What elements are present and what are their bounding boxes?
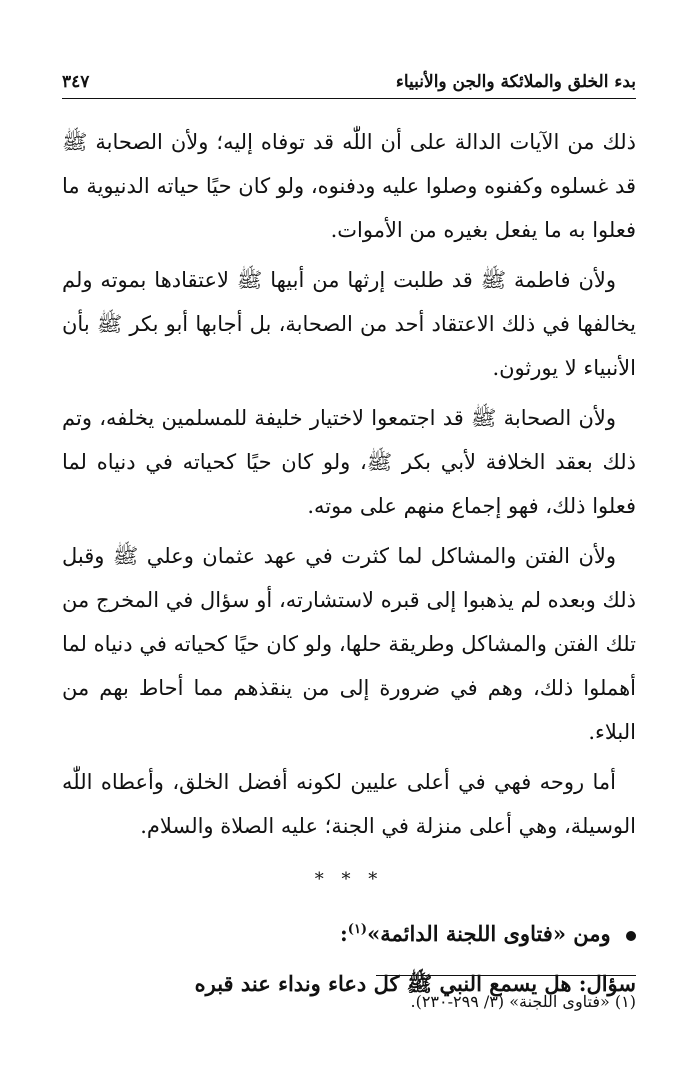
page-body bbox=[62, 120, 636, 1006]
footnote-ref: (١) bbox=[347, 922, 368, 937]
question-line: سؤال: هل يسمع النبي ﷺ كل دعاء ونداء عند قبره bbox=[194, 971, 636, 996]
paragraph-4: ولأن الفتن والمشاكل لما كثرت في عهد عثمان وعلي ﷺ وقبل ذلك وبعده لم يذهبوا إلى قبره لاستشارته، أو سؤال في المخرج من تلك الفتن والمشاكل وطريقة حلها، ولو كان حيًا كحياته في دنياه لما أهملوا ذلك، وهم في ضرورة إلى من ينقذهم مما أحاط بهم من البلاء. bbox=[62, 544, 636, 744]
paragraph-2: ولأن فاطمة ﷺ قد طلبت إرثها من أبيها ﷺ لاعتقادها بموته ولم يخالفها في ذلك الاعتقاد أحد من الصحابة، بل أجابها أبو بكر ﷺ بأن الأنبياء لا يورثون. bbox=[62, 268, 636, 380]
footnote-rule bbox=[376, 975, 636, 976]
running-title: بدء الخلق والملائكة والجن والأنبياء bbox=[395, 72, 636, 92]
paragraph-1: ذلك من الآيات الدالة على أن اللّٰه قد توفاه إليه؛ ولأن الصحابة ﷺ قد غسلوه وكفنوه وصلوا عليه ودفنوه، ولو كان حيًا حياته الدنيوية ما فعلوا به ما يفعل بغيره من الأموات. bbox=[62, 130, 636, 242]
paragraph-3: ولأن الصحابة ﷺ قد اجتمعوا لاختيار خليفة للمسلمين يخلفه، وتم ذلك بعقد الخلافة لأبي بكر ﷺ، ولو كان حيًا كحياته في دنياه لما فعلوا ذلك، فهو إجماع منهم على موته. bbox=[62, 406, 636, 518]
section-separator: * * * bbox=[314, 869, 384, 890]
footnote: (١) «فتاوى اللجنة» (٣/ ٢٩٩-٢٣٠). bbox=[410, 992, 636, 1011]
bullet-icon bbox=[626, 931, 636, 941]
heading-title: «فتاوى اللجنة الدائمة» bbox=[367, 921, 566, 946]
header-rule bbox=[62, 98, 636, 99]
section-heading bbox=[62, 908, 636, 956]
page-number: ٣٤٧ bbox=[62, 72, 90, 92]
heading-suffix: : bbox=[340, 921, 348, 946]
paragraph-5: أما روحه فهي في أعلى عليين لكونه أفضل الخلق، وأعطاه اللّٰه الوسيلة، وهي أعلى منزلة في الجنة؛ عليه الصلاة والسلام. bbox=[62, 770, 636, 838]
page-header bbox=[62, 64, 636, 92]
heading-prefix: ومن bbox=[573, 921, 611, 946]
